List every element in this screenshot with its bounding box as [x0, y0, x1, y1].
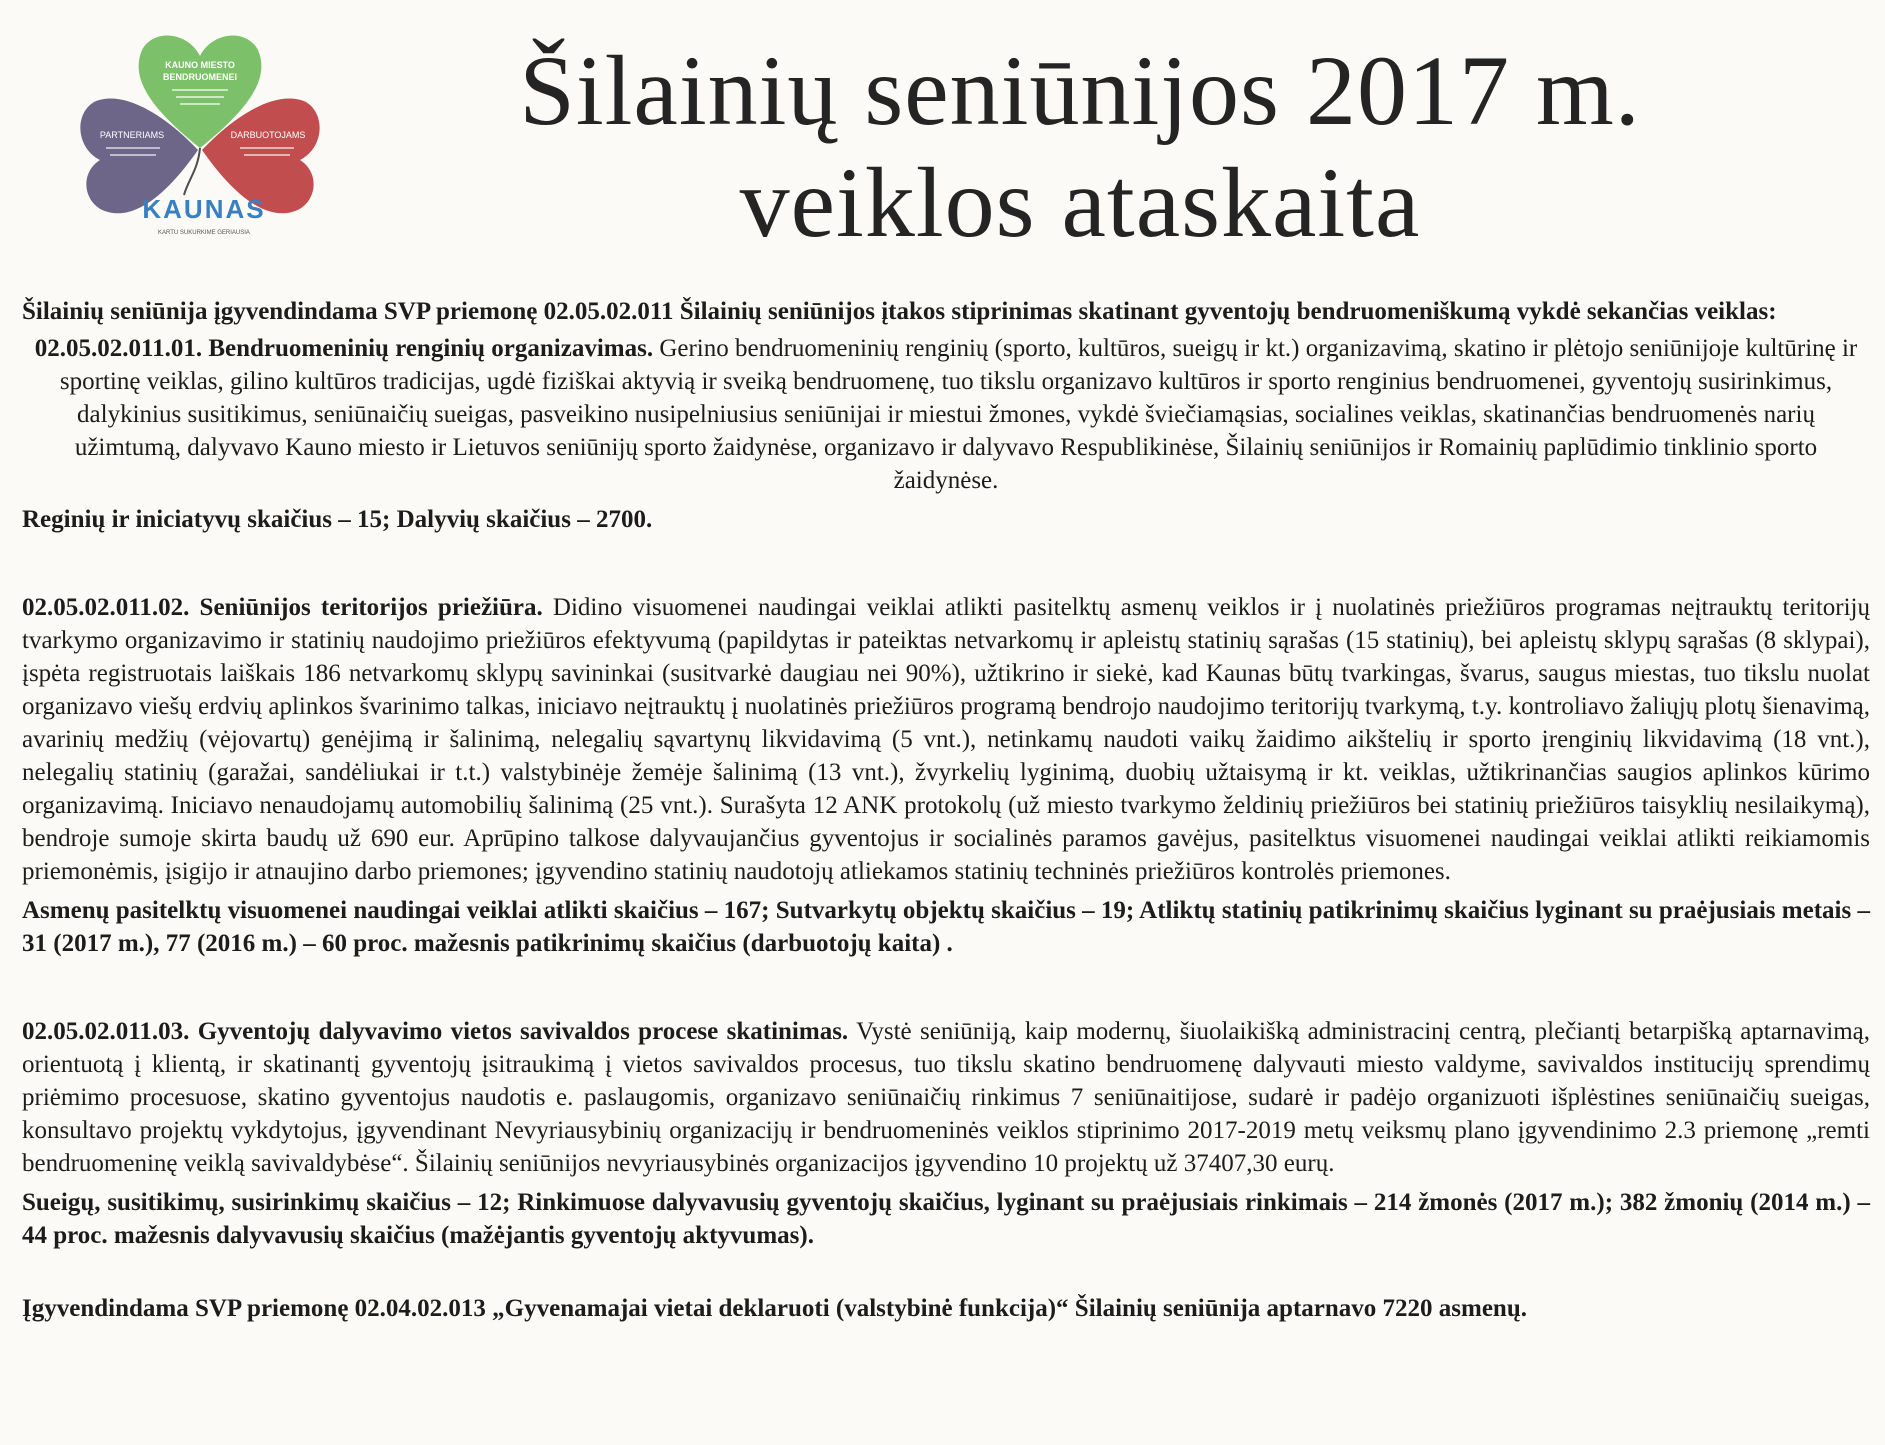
section-3-paragraph: [22, 1015, 1870, 1180]
footer-statement: Įgyvendindama SVP priemonę 02.04.02.013 „Gyvenamajai vietai deklaruoti (valstybinė funkcija)“ Šilainių seniūnija aptarnavo 7220 asmenų.: [22, 1295, 1527, 1322]
section-3-text: Vystė seniūniją, kaip modernų, šiuolaikišką administracinį centrą, plečiantį betarpišką aptarnavimą, orientuotą į klientą, ir skatinantį gyventojų įsitraukimą į vietos savivaldos procesus, tuo tikslu skatino bendruomenę dalyvauti miesto valdyme, savivaldos institucijų sprendimų priėmimo procesuose, skatino gyventojus naudotis e. paslaugomis, organizavo seniūnaičių rinkimus 7 seniūnaitijose, sudarė ir padėjo organizuoti išplėstines seniūnaičių sueigas, konsultavo projektų vykdytojus, įgyvendinant Nevyriausybinių organizacijų ir bendruomeninės veiklos stiprinimo 2017-2019 metų veiksmų plano įgyvendinimo 2.3 priemonę „remti bendruomeninę veiklą savivaldybėse“. Šilainių seniūnijos nevyriausybinės organizacijos įgyvendino 10 projektų už 37407,30 eurų.: [22, 1018, 1871, 1177]
logo-right-text: DARBUOTOJAMS: [230, 130, 306, 140]
section-1-text: Gerino bendruomeninių renginių (sporto, kultūros, sueigų ir kt.) organizavimą, skatino ir plėtojo seniūnijoje kultūrinę ir sportinę veiklas, gilino kultūros tradicijas, ugdė fiziškai aktyvią ir sveiką bendruomenę, tuo tikslu organizavo kultūros ir sporto renginius bendruomenei, gyventojų susirinkimus, dalykinius susitikimus, seniūnaičių sueigas, pasveikino nusipelniusius seniūnijai ir miestui žmones, vykdė šviečiamąsias, socialines veiklas, skatinančias bendruomenės narių užimtumą, dalyvavo Kauno miesto ir Lietuvos seniūnijų sporto žaidynėse, organizavo ir dalyvavo Respublikinėse, Šilainių seniūnijos ir Romainių paplūdimio tinklinio sporto žaidynėse.: [59, 335, 1858, 494]
report-body: [22, 295, 1870, 1325]
section-1-stats: Reginių ir iniciatyvų skaičius – 15; Dalyvių skaičius – 2700.: [22, 506, 653, 533]
section-2-text: Didino visuomenei naudingai veiklai atlikti pasitelktų asmenų veiklos ir į nuolatinės priežiūros programas neįtrauktų teritorijų tvarkymo organizavimo ir statinių naudojimo priežiūros efektyvumą (papildytas ir pateiktas netvarkomų ir apleistų statinių sąrašas (15 statinių), bei apleistų sklypų sąrašas (8 sklypai), įspėta registruotais laiškais 186 netvarkomų sklypų savininkai (susitvarkė daugiau nei 90%), užtikrino ir siekė, kad Kaunas būtų tvarkingas, švarus, saugus miestas, tuo tikslu nuolat organizavo viešų erdvių aplinkos švarinimo talkas, iniciavo neįtrauktų į nuolatinės priežiūros programą bendrojo naudojimo teritorijų tvarkymą, t.y. kontroliavo žaliųjų plotų šienavimą, avarinių medžių (vėjovartų) genėjimą ir šalinimą, nelegalių sąvartynų likvidavimą (5 vnt.), netinkamų naudoti vaikų žaidimo aikštelių ir sporto įrenginių likvidavimą (18 vnt.), nelegalių statinių (garažai, sandėliukai ir t.t.) valstybinėje žemėje šalinimą (13 vnt.), žvyrkelių lyginimą, duobių užtaisymą ir kt. veiklas, užtikrinančias saugios aplinkos kūrimo organizavimą. Iniciavo nenaudojamų automobilių šalinimą (25 vnt.). Surašyta 12 ANK protokolų (už miesto tvarkymo želdinių priežiūros bei statinių priežiūros taisyklių nesilaikymą), bendroje sumoje skirta baudų už 690 eur. Aprūpino talkose dalyvaujančius gyventojus ir socialinės paramos gavėjus, pasitelktus visuomenei naudingai veiklai atlikti reikiamomis priemonėmis, įsigijo ir atnaujino darbo priemones; įgyvendino statinių naudotojų atliekamos statinių techninės priežiūros kontrolės priemones.: [22, 594, 1870, 885]
logo-left-text: PARTNERIAMS: [99, 130, 165, 140]
section-3-stats: Sueigų, susitikimų, susirinkimų skaičius – 12; Rinkimuose dalyvavusių gyventojų skaičius, lyginant su praėjusiais rinkimais – 214 žmonės (2017 m.); 382 žmonių (2014 m.) – 44 proc. mažesnis dalyvavusių skaičius (mažėjantis gyventojų aktyvumas).: [22, 1189, 1870, 1249]
section-3-heading: 02.05.02.011.03. Gyventojų dalyvavimo vietos savivaldos procese skatinimas.: [22, 1018, 849, 1045]
logo-wordmark: KAUNAS: [142, 194, 266, 224]
section-2-heading: 02.05.02.011.02. Seniūnijos teritorijos priežiūra.: [22, 594, 543, 621]
logo-tagline: KARTU SUKURKIME GERIAUSIA: [158, 230, 250, 236]
clover-logo-graphic: [80, 30, 320, 240]
logo-top-text-1: KAUNO MIESTO: [165, 60, 235, 70]
section-2-stats: Asmenų pasitelktų visuomenei naudingai veiklai atlikti skaičius – 167; Sutvarkytų objektų skaičius – 19; Atliktų statinių patikrinimų skaičius lyginant su praėjusiais metais – 31 (2017 m.), 77 (2016 m.) – 60 proc. mažesnis patikrinimų skaičius (darbuotojų kaita) .: [22, 897, 1870, 957]
intro-paragraph: Šilainių seniūnija įgyvendindama SVP priemonę 02.05.02.011 Šilainių seniūnijos įtakos stiprinimas skatinant gyventojų bendruomeniškumą vykdė sekančias veiklas:: [22, 298, 1777, 325]
page-title-line-2: veiklos ataskaita: [739, 147, 1421, 258]
logo-top-text-2: BENDRUOMENEI: [162, 72, 238, 82]
section-1-heading: 02.05.02.011.01. Bendruomeninių renginių organizavimas.: [34, 335, 654, 362]
page-title: [380, 35, 1780, 259]
kaunas-clover-logo: [80, 30, 320, 240]
section-1-paragraph: [22, 332, 1870, 497]
section-2-paragraph: [22, 591, 1870, 888]
page-title-line-1: Šilainių seniūnijos 2017 m.: [519, 35, 1641, 146]
